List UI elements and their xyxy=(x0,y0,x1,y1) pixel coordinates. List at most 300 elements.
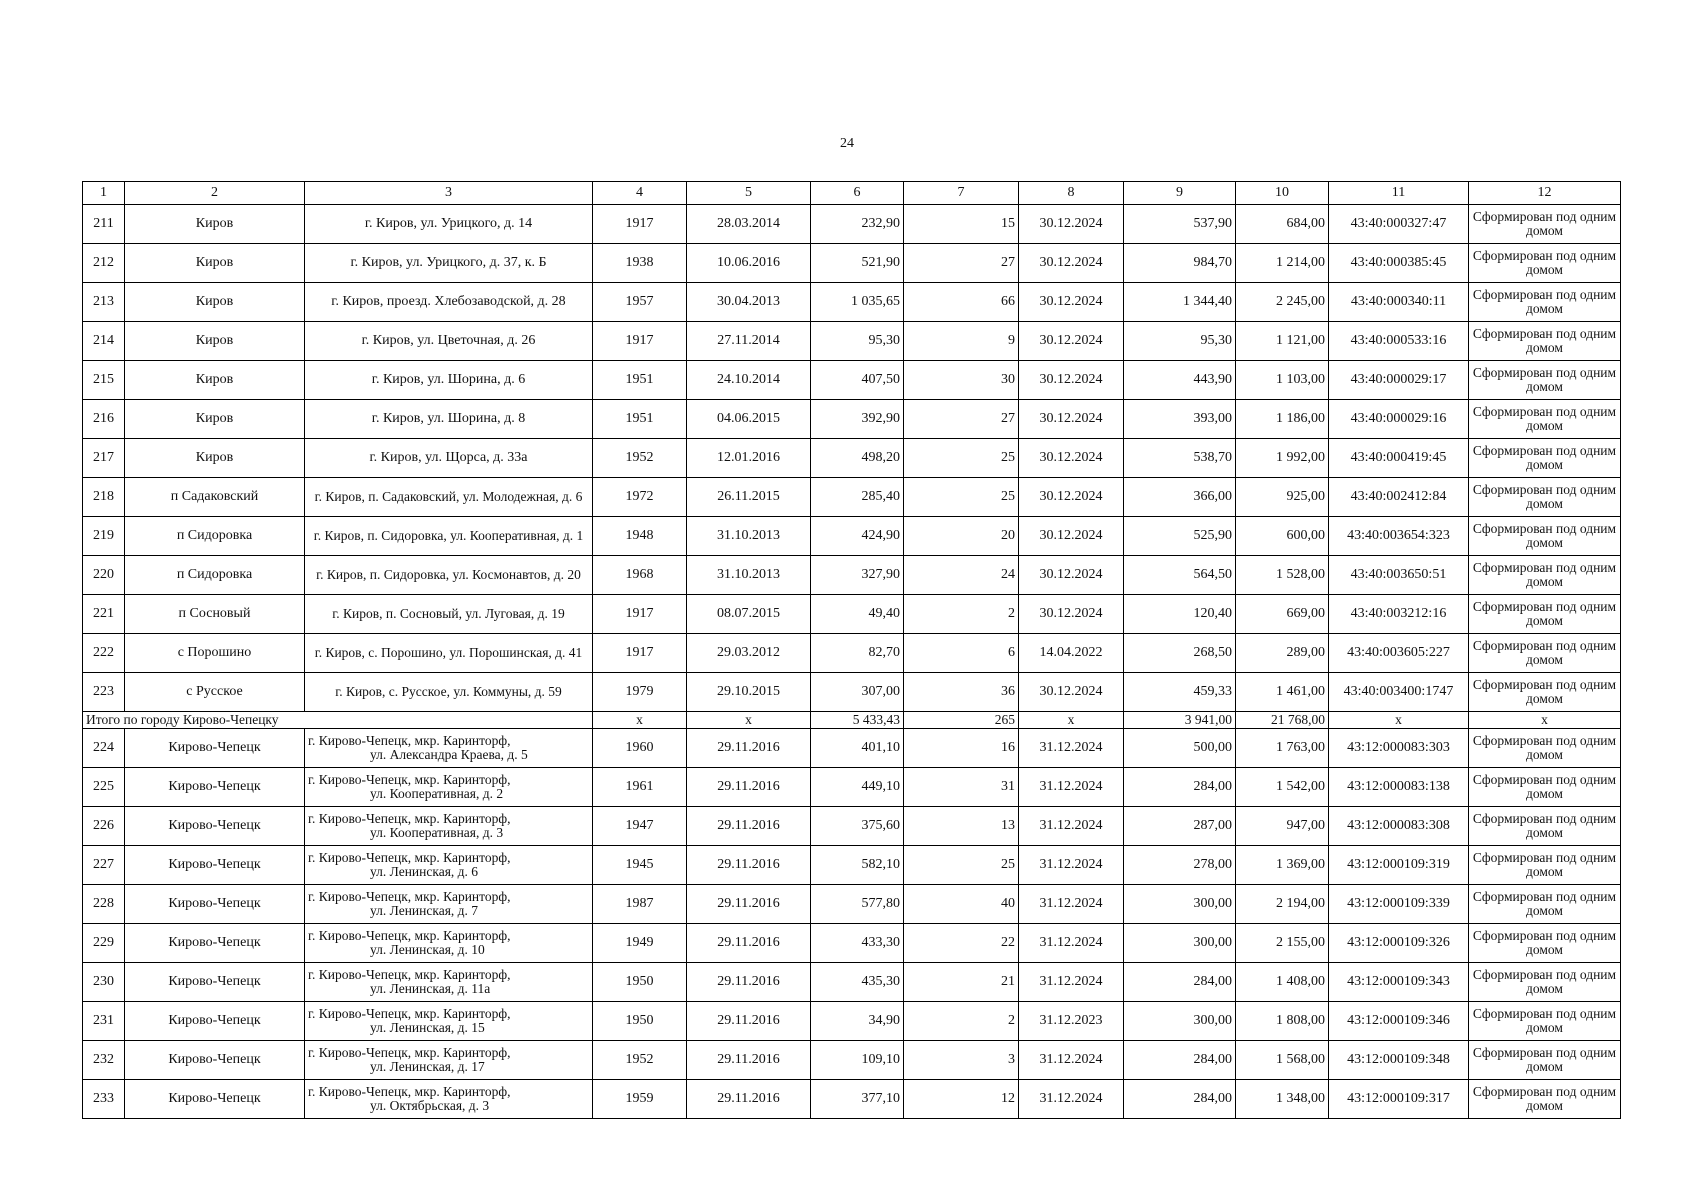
year-built-cell: 1947 xyxy=(593,807,687,846)
land-area-cell: 287,00 xyxy=(1124,807,1236,846)
year-built-cell: 1968 xyxy=(593,556,687,595)
land-area-2-cell: 1 214,00 xyxy=(1236,244,1329,283)
cadastral-number-cell: 43:40:003654:323 xyxy=(1329,517,1469,556)
address-line-2: ул. Ленинская, д. 10 xyxy=(370,942,485,957)
year-built-cell: 1987 xyxy=(593,885,687,924)
settlement-cell: Киров xyxy=(125,439,305,478)
table-row xyxy=(83,1041,1621,1080)
year-built-cell: 1950 xyxy=(593,963,687,1002)
status-cell: Сформирован под одним домом xyxy=(1469,1041,1621,1080)
deadline-cell: 14.04.2022 xyxy=(1019,634,1124,673)
recognition-date-cell: 29.11.2016 xyxy=(687,846,811,885)
row-number-cell: 211 xyxy=(83,205,125,244)
settlement-cell: с Порошино xyxy=(125,634,305,673)
cadastral-number-cell: 43:12:000109:326 xyxy=(1329,924,1469,963)
housing-registry-table xyxy=(82,181,1621,1119)
status-cell: Сформирован под одним домом xyxy=(1469,361,1621,400)
column-number-header: 12 xyxy=(1469,182,1621,205)
cadastral-number-cell: 43:12:000083:308 xyxy=(1329,807,1469,846)
column-number-header: 2 xyxy=(125,182,305,205)
address-line-1: г. Кирово-Чепецк, мкр. Каринторф, xyxy=(308,1044,511,1060)
status-cell: Сформирован под одним домом xyxy=(1469,244,1621,283)
status-cell: Сформирован под одним домом xyxy=(1469,283,1621,322)
column-number-header: 5 xyxy=(687,182,811,205)
year-built-cell: 1917 xyxy=(593,322,687,361)
address-cell: г. Киров, п. Сидоровка, ул. Кооперативная, д. 1 xyxy=(305,517,593,556)
land-area-cell: 120,40 xyxy=(1124,595,1236,634)
row-number-cell: 224 xyxy=(83,729,125,768)
settlement-cell: Кирово-Чепецк xyxy=(125,1041,305,1080)
land-area-2-cell: 925,00 xyxy=(1236,478,1329,517)
status-cell: Сформирован под одним домом xyxy=(1469,595,1621,634)
cadastral-number-cell: 43:40:000385:45 xyxy=(1329,244,1469,283)
recognition-date-cell: 29.11.2016 xyxy=(687,807,811,846)
table-row xyxy=(83,322,1621,361)
land-area-2-cell: 1 568,00 xyxy=(1236,1041,1329,1080)
year-built-cell: 1961 xyxy=(593,768,687,807)
residents-cell: 15 xyxy=(904,205,1019,244)
column-number-row xyxy=(83,182,1621,205)
total-date-cell: х xyxy=(687,712,811,729)
recognition-date-cell: 29.11.2016 xyxy=(687,768,811,807)
land-area-cell: 459,33 xyxy=(1124,673,1236,712)
address-line-1: г. Кирово-Чепецк, мкр. Каринторф, xyxy=(308,732,511,748)
year-built-cell: 1952 xyxy=(593,1041,687,1080)
year-built-cell: 1950 xyxy=(593,1002,687,1041)
table-row xyxy=(83,283,1621,322)
row-number-cell: 220 xyxy=(83,556,125,595)
total-residents-cell: 265 xyxy=(904,712,1019,729)
address-line-1: г. Кирово-Чепецк, мкр. Каринторф, xyxy=(308,771,511,787)
row-number-cell: 223 xyxy=(83,673,125,712)
recognition-date-cell: 27.11.2014 xyxy=(687,322,811,361)
status-cell: Сформирован под одним домом xyxy=(1469,439,1621,478)
status-cell: Сформирован под одним домом xyxy=(1469,205,1621,244)
area-cell: 95,30 xyxy=(811,322,904,361)
cadastral-number-cell: 43:40:000340:11 xyxy=(1329,283,1469,322)
status-cell: Сформирован под одним домом xyxy=(1469,634,1621,673)
settlement-cell: п Сидоровка xyxy=(125,556,305,595)
address-line-2: ул. Октябрьская, д. 3 xyxy=(370,1098,490,1113)
cadastral-number-cell: 43:40:003605:227 xyxy=(1329,634,1469,673)
settlement-cell: п Сидоровка xyxy=(125,517,305,556)
status-cell: Сформирован под одним домом xyxy=(1469,1080,1621,1119)
year-built-cell: 1951 xyxy=(593,400,687,439)
deadline-cell: 30.12.2024 xyxy=(1019,361,1124,400)
address-line-1: г. Кирово-Чепецк, мкр. Каринторф, xyxy=(308,810,511,826)
deadline-cell: 30.12.2024 xyxy=(1019,283,1124,322)
year-built-cell: 1917 xyxy=(593,634,687,673)
year-built-cell: 1960 xyxy=(593,729,687,768)
cadastral-number-cell: 43:40:000029:17 xyxy=(1329,361,1469,400)
recognition-date-cell: 29.11.2016 xyxy=(687,729,811,768)
deadline-cell: 30.12.2024 xyxy=(1019,595,1124,634)
status-cell: Сформирован под одним домом xyxy=(1469,807,1621,846)
residents-cell: 25 xyxy=(904,846,1019,885)
settlement-cell: Кирово-Чепецк xyxy=(125,1002,305,1041)
address-cell xyxy=(305,768,593,807)
land-area-2-cell: 1 369,00 xyxy=(1236,846,1329,885)
residents-cell: 30 xyxy=(904,361,1019,400)
land-area-cell: 268,50 xyxy=(1124,634,1236,673)
row-number-cell: 212 xyxy=(83,244,125,283)
address-line-1: г. Кирово-Чепецк, мкр. Каринторф, xyxy=(308,1005,511,1021)
settlement-cell: Кирово-Чепецк xyxy=(125,768,305,807)
residents-cell: 13 xyxy=(904,807,1019,846)
area-cell: 433,30 xyxy=(811,924,904,963)
row-number-cell: 215 xyxy=(83,361,125,400)
status-cell: Сформирован под одним домом xyxy=(1469,400,1621,439)
settlement-cell: Кирово-Чепецк xyxy=(125,1080,305,1119)
land-area-2-cell: 2 194,00 xyxy=(1236,885,1329,924)
area-cell: 82,70 xyxy=(811,634,904,673)
settlement-cell: Киров xyxy=(125,322,305,361)
total-cadastral-cell: х xyxy=(1329,712,1469,729)
total-deadline-cell: х xyxy=(1019,712,1124,729)
recognition-date-cell: 29.11.2016 xyxy=(687,885,811,924)
column-number-header: 4 xyxy=(593,182,687,205)
cadastral-number-cell: 43:12:000083:138 xyxy=(1329,768,1469,807)
row-number-cell: 218 xyxy=(83,478,125,517)
deadline-cell: 31.12.2024 xyxy=(1019,729,1124,768)
residents-cell: 31 xyxy=(904,768,1019,807)
cadastral-number-cell: 43:12:000109:339 xyxy=(1329,885,1469,924)
status-cell: Сформирован под одним домом xyxy=(1469,673,1621,712)
row-number-cell: 226 xyxy=(83,807,125,846)
deadline-cell: 31.12.2024 xyxy=(1019,924,1124,963)
status-cell: Сформирован под одним домом xyxy=(1469,963,1621,1002)
area-cell: 435,30 xyxy=(811,963,904,1002)
table-row xyxy=(83,400,1621,439)
land-area-2-cell: 1 186,00 xyxy=(1236,400,1329,439)
year-built-cell: 1938 xyxy=(593,244,687,283)
land-area-cell: 564,50 xyxy=(1124,556,1236,595)
status-cell: Сформирован под одним домом xyxy=(1469,729,1621,768)
deadline-cell: 31.12.2024 xyxy=(1019,768,1124,807)
table-row xyxy=(83,885,1621,924)
recognition-date-cell: 10.06.2016 xyxy=(687,244,811,283)
address-cell: г. Киров, ул. Урицкого, д. 37, к. Б xyxy=(305,244,593,283)
column-number-header: 6 xyxy=(811,182,904,205)
area-cell: 577,80 xyxy=(811,885,904,924)
deadline-cell: 30.12.2024 xyxy=(1019,400,1124,439)
year-built-cell: 1917 xyxy=(593,595,687,634)
status-cell: Сформирован под одним домом xyxy=(1469,322,1621,361)
land-area-cell: 284,00 xyxy=(1124,1080,1236,1119)
recognition-date-cell: 29.11.2016 xyxy=(687,1080,811,1119)
residents-cell: 16 xyxy=(904,729,1019,768)
settlement-cell: Киров xyxy=(125,361,305,400)
land-area-cell: 300,00 xyxy=(1124,1002,1236,1041)
residents-cell: 3 xyxy=(904,1041,1019,1080)
deadline-cell: 31.12.2024 xyxy=(1019,963,1124,1002)
table-row xyxy=(83,634,1621,673)
recognition-date-cell: 29.03.2012 xyxy=(687,634,811,673)
address-line-1: г. Кирово-Чепецк, мкр. Каринторф, xyxy=(308,849,511,865)
table-row xyxy=(83,1080,1621,1119)
land-area-cell: 300,00 xyxy=(1124,924,1236,963)
address-cell xyxy=(305,924,593,963)
land-area-cell: 1 344,40 xyxy=(1124,283,1236,322)
residents-cell: 24 xyxy=(904,556,1019,595)
table-row xyxy=(83,205,1621,244)
table-row xyxy=(83,846,1621,885)
year-built-cell: 1917 xyxy=(593,205,687,244)
cadastral-number-cell: 43:40:000029:16 xyxy=(1329,400,1469,439)
address-cell xyxy=(305,807,593,846)
column-number-header: 11 xyxy=(1329,182,1469,205)
area-cell: 498,20 xyxy=(811,439,904,478)
address-line-2: ул. Кооперативная, д. 2 xyxy=(370,786,504,801)
deadline-cell: 31.12.2024 xyxy=(1019,1080,1124,1119)
land-area-2-cell: 1 542,00 xyxy=(1236,768,1329,807)
settlement-cell: Кирово-Чепецк xyxy=(125,807,305,846)
column-number-header: 7 xyxy=(904,182,1019,205)
residents-cell: 27 xyxy=(904,244,1019,283)
row-number-cell: 231 xyxy=(83,1002,125,1041)
recognition-date-cell: 30.04.2013 xyxy=(687,283,811,322)
year-built-cell: 1951 xyxy=(593,361,687,400)
cadastral-number-cell: 43:40:003212:16 xyxy=(1329,595,1469,634)
land-area-cell: 984,70 xyxy=(1124,244,1236,283)
table-row xyxy=(83,439,1621,478)
address-cell xyxy=(305,729,593,768)
land-area-cell: 366,00 xyxy=(1124,478,1236,517)
residents-cell: 25 xyxy=(904,439,1019,478)
address-cell: г. Киров, ул. Урицкого, д. 14 xyxy=(305,205,593,244)
table-row xyxy=(83,478,1621,517)
row-number-cell: 216 xyxy=(83,400,125,439)
area-cell: 1 035,65 xyxy=(811,283,904,322)
year-built-cell: 1949 xyxy=(593,924,687,963)
residents-cell: 2 xyxy=(904,595,1019,634)
residents-cell: 25 xyxy=(904,478,1019,517)
area-cell: 232,90 xyxy=(811,205,904,244)
total-land-cell: 3 941,00 xyxy=(1124,712,1236,729)
total-label: Итого по городу Кирово-Чепецку xyxy=(83,712,593,729)
settlement-cell: Кирово-Чепецк xyxy=(125,963,305,1002)
address-cell: г. Киров, п. Сосновый, ул. Луговая, д. 19 xyxy=(305,595,593,634)
land-area-cell: 393,00 xyxy=(1124,400,1236,439)
status-cell: Сформирован под одним домом xyxy=(1469,478,1621,517)
settlement-cell: Киров xyxy=(125,244,305,283)
residents-cell: 12 xyxy=(904,1080,1019,1119)
area-cell: 449,10 xyxy=(811,768,904,807)
address-line-2: ул. Ленинская, д. 7 xyxy=(370,903,479,918)
row-number-cell: 219 xyxy=(83,517,125,556)
status-cell: Сформирован под одним домом xyxy=(1469,885,1621,924)
row-number-cell: 232 xyxy=(83,1041,125,1080)
land-area-cell: 525,90 xyxy=(1124,517,1236,556)
row-number-cell: 225 xyxy=(83,768,125,807)
recognition-date-cell: 29.11.2016 xyxy=(687,1041,811,1080)
land-area-cell: 95,30 xyxy=(1124,322,1236,361)
address-cell: г. Киров, ул. Шорина, д. 6 xyxy=(305,361,593,400)
area-cell: 375,60 xyxy=(811,807,904,846)
recognition-date-cell: 26.11.2015 xyxy=(687,478,811,517)
address-cell: г. Киров, п. Садаковский, ул. Молодежная, д. 6 xyxy=(305,478,593,517)
cadastral-number-cell: 43:40:000419:45 xyxy=(1329,439,1469,478)
year-built-cell: 1948 xyxy=(593,517,687,556)
deadline-cell: 31.12.2024 xyxy=(1019,807,1124,846)
area-cell: 285,40 xyxy=(811,478,904,517)
area-cell: 34,90 xyxy=(811,1002,904,1041)
land-area-2-cell: 1 808,00 xyxy=(1236,1002,1329,1041)
area-cell: 109,10 xyxy=(811,1041,904,1080)
row-number-cell: 222 xyxy=(83,634,125,673)
deadline-cell: 30.12.2024 xyxy=(1019,322,1124,361)
table-row xyxy=(83,807,1621,846)
deadline-cell: 30.12.2024 xyxy=(1019,244,1124,283)
land-area-cell: 284,00 xyxy=(1124,768,1236,807)
row-number-cell: 214 xyxy=(83,322,125,361)
recognition-date-cell: 31.10.2013 xyxy=(687,517,811,556)
table-body xyxy=(83,182,1621,1119)
address-cell: г. Киров, с. Порошино, ул. Порошинская, д. 41 xyxy=(305,634,593,673)
deadline-cell: 30.12.2024 xyxy=(1019,205,1124,244)
address-cell xyxy=(305,1080,593,1119)
table-row xyxy=(83,673,1621,712)
row-number-cell: 230 xyxy=(83,963,125,1002)
total-land-2-cell: 21 768,00 xyxy=(1236,712,1329,729)
deadline-cell: 30.12.2024 xyxy=(1019,517,1124,556)
settlement-cell: Кирово-Чепецк xyxy=(125,885,305,924)
cadastral-number-cell: 43:40:003400:1747 xyxy=(1329,673,1469,712)
address-cell: г. Киров, ул. Цветочная, д. 26 xyxy=(305,322,593,361)
deadline-cell: 30.12.2024 xyxy=(1019,673,1124,712)
land-area-2-cell: 289,00 xyxy=(1236,634,1329,673)
table-row xyxy=(83,729,1621,768)
deadline-cell: 31.12.2023 xyxy=(1019,1002,1124,1041)
column-number-header: 3 xyxy=(305,182,593,205)
address-cell: г. Киров, п. Сидоровка, ул. Космонавтов, д. 20 xyxy=(305,556,593,595)
table-row xyxy=(83,595,1621,634)
deadline-cell: 31.12.2024 xyxy=(1019,1041,1124,1080)
address-cell: г. Киров, с. Русское, ул. Коммуны, д. 59 xyxy=(305,673,593,712)
row-number-cell: 227 xyxy=(83,846,125,885)
land-area-cell: 443,90 xyxy=(1124,361,1236,400)
residents-cell: 40 xyxy=(904,885,1019,924)
cadastral-number-cell: 43:12:000083:303 xyxy=(1329,729,1469,768)
cadastral-number-cell: 43:40:000533:16 xyxy=(1329,322,1469,361)
recognition-date-cell: 31.10.2013 xyxy=(687,556,811,595)
area-cell: 327,90 xyxy=(811,556,904,595)
address-cell xyxy=(305,963,593,1002)
year-built-cell: 1957 xyxy=(593,283,687,322)
page-number: 24 xyxy=(840,136,854,151)
land-area-cell: 284,00 xyxy=(1124,963,1236,1002)
recognition-date-cell: 29.11.2016 xyxy=(687,924,811,963)
cadastral-number-cell: 43:12:000109:346 xyxy=(1329,1002,1469,1041)
land-area-2-cell: 2 155,00 xyxy=(1236,924,1329,963)
address-cell xyxy=(305,885,593,924)
column-number-header: 1 xyxy=(83,182,125,205)
recognition-date-cell: 12.01.2016 xyxy=(687,439,811,478)
status-cell: Сформирован под одним домом xyxy=(1469,924,1621,963)
table-row xyxy=(83,768,1621,807)
table-row xyxy=(83,361,1621,400)
recognition-date-cell: 08.07.2015 xyxy=(687,595,811,634)
land-area-2-cell: 1 103,00 xyxy=(1236,361,1329,400)
area-cell: 424,90 xyxy=(811,517,904,556)
settlement-cell: п Сосновый xyxy=(125,595,305,634)
row-number-cell: 233 xyxy=(83,1080,125,1119)
year-built-cell: 1972 xyxy=(593,478,687,517)
residents-cell: 21 xyxy=(904,963,1019,1002)
recognition-date-cell: 04.06.2015 xyxy=(687,400,811,439)
column-number-header: 10 xyxy=(1236,182,1329,205)
year-built-cell: 1959 xyxy=(593,1080,687,1119)
recognition-date-cell: 29.10.2015 xyxy=(687,673,811,712)
deadline-cell: 30.12.2024 xyxy=(1019,478,1124,517)
land-area-cell: 537,90 xyxy=(1124,205,1236,244)
year-built-cell: 1952 xyxy=(593,439,687,478)
residents-cell: 22 xyxy=(904,924,1019,963)
status-cell: Сформирован под одним домом xyxy=(1469,846,1621,885)
settlement-cell: п Садаковский xyxy=(125,478,305,517)
land-area-cell: 538,70 xyxy=(1124,439,1236,478)
land-area-2-cell: 1 461,00 xyxy=(1236,673,1329,712)
settlement-cell: Кирово-Чепецк xyxy=(125,729,305,768)
address-cell xyxy=(305,846,593,885)
status-cell: Сформирован под одним домом xyxy=(1469,1002,1621,1041)
area-cell: 401,10 xyxy=(811,729,904,768)
table-row xyxy=(83,517,1621,556)
residents-cell: 36 xyxy=(904,673,1019,712)
recognition-date-cell: 29.11.2016 xyxy=(687,1002,811,1041)
residents-cell: 6 xyxy=(904,634,1019,673)
land-area-2-cell: 1 348,00 xyxy=(1236,1080,1329,1119)
table-row xyxy=(83,244,1621,283)
land-area-2-cell: 1 763,00 xyxy=(1236,729,1329,768)
cadastral-number-cell: 43:12:000109:317 xyxy=(1329,1080,1469,1119)
address-cell xyxy=(305,1041,593,1080)
address-line-2: ул. Александра Краева, д. 5 xyxy=(370,747,528,762)
address-cell: г. Киров, ул. Шорина, д. 8 xyxy=(305,400,593,439)
total-status-cell: х xyxy=(1469,712,1621,729)
address-cell: г. Киров, проезд. Хлебозаводской, д. 28 xyxy=(305,283,593,322)
address-line-2: ул. Ленинская, д. 11а xyxy=(370,981,491,996)
settlement-cell: Кирово-Чепецк xyxy=(125,924,305,963)
row-number-cell: 229 xyxy=(83,924,125,963)
cadastral-number-cell: 43:40:003650:51 xyxy=(1329,556,1469,595)
cadastral-number-cell: 43:12:000109:343 xyxy=(1329,963,1469,1002)
area-cell: 521,90 xyxy=(811,244,904,283)
land-area-cell: 278,00 xyxy=(1124,846,1236,885)
column-number-header: 8 xyxy=(1019,182,1124,205)
land-area-2-cell: 2 245,00 xyxy=(1236,283,1329,322)
recognition-date-cell: 24.10.2014 xyxy=(687,361,811,400)
deadline-cell: 31.12.2024 xyxy=(1019,846,1124,885)
area-cell: 49,40 xyxy=(811,595,904,634)
address-line-2: ул. Ленинская, д. 6 xyxy=(370,864,479,879)
deadline-cell: 30.12.2024 xyxy=(1019,439,1124,478)
deadline-cell: 31.12.2024 xyxy=(1019,885,1124,924)
land-area-2-cell: 1 992,00 xyxy=(1236,439,1329,478)
residents-cell: 27 xyxy=(904,400,1019,439)
land-area-cell: 500,00 xyxy=(1124,729,1236,768)
settlement-cell: Киров xyxy=(125,283,305,322)
area-cell: 307,00 xyxy=(811,673,904,712)
residents-cell: 66 xyxy=(904,283,1019,322)
area-cell: 392,90 xyxy=(811,400,904,439)
status-cell: Сформирован под одним домом xyxy=(1469,517,1621,556)
address-line-2: ул. Ленинская, д. 17 xyxy=(370,1059,485,1074)
address-line-1: г. Кирово-Чепецк, мкр. Каринторф, xyxy=(308,966,511,982)
row-number-cell: 217 xyxy=(83,439,125,478)
area-cell: 407,50 xyxy=(811,361,904,400)
area-cell: 377,10 xyxy=(811,1080,904,1119)
